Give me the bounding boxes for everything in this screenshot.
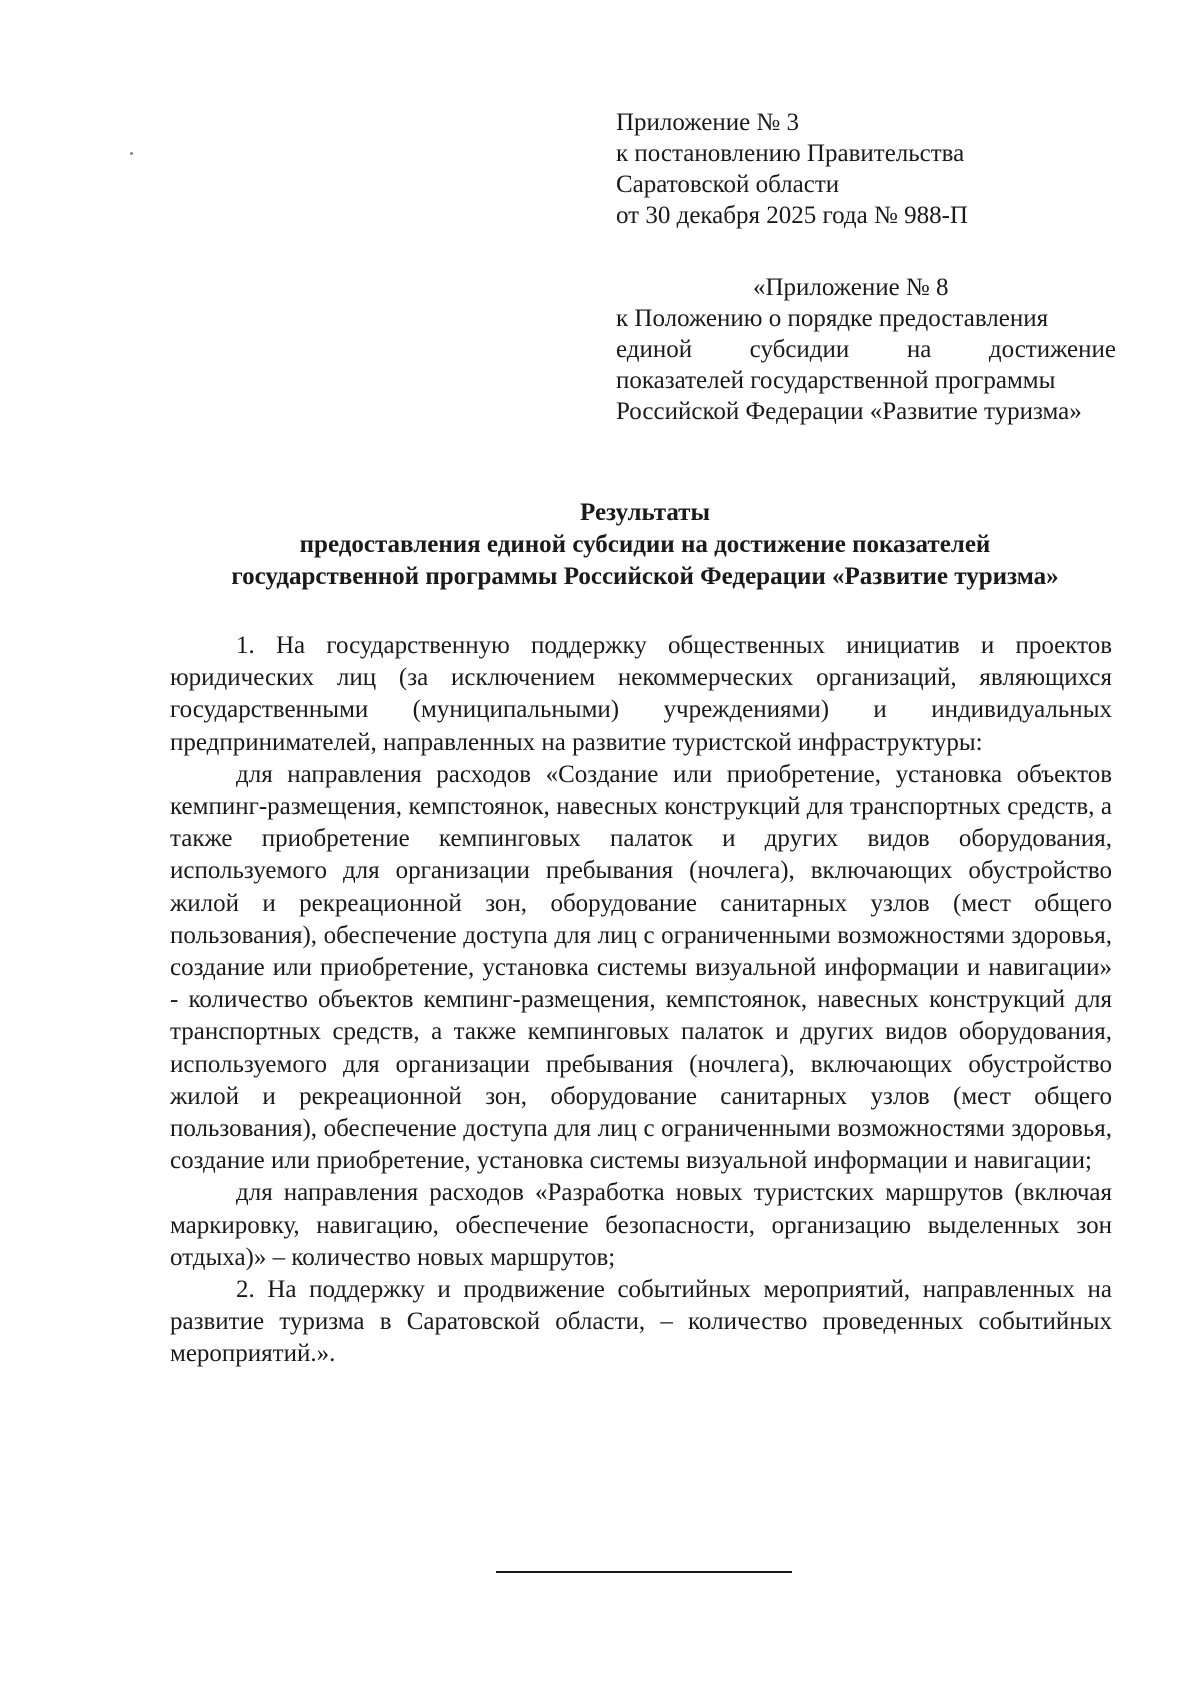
- scan-speck: [130, 152, 133, 155]
- attachment-header-line: от 30 декабря 2025 года № 988-П: [616, 202, 968, 229]
- document-body: [170, 630, 1112, 1371]
- body-paragraph: для направления расходов «Разработка новых туристских маршрутов (включая маркировку, навигацию, обеспечение безопасности, организацию выделенных зон отдыха)» – количество новых маршрутов;: [170, 1179, 1112, 1271]
- nested-attachment-line: единой субсидии на достижение: [616, 336, 1116, 363]
- title-line: Результаты: [580, 499, 710, 526]
- nested-attachment-line: «Приложение № 8: [753, 274, 949, 301]
- attachment-header-line: к постановлению Правительства: [616, 140, 965, 167]
- attachment-header: [616, 107, 1116, 231]
- end-divider-line: [496, 1571, 792, 1573]
- nested-attachment-line: Российской Федерации «Развитие туризма»: [616, 398, 1082, 425]
- title-line: предоставления единой субсидии на достижение показателей: [299, 531, 991, 558]
- body-paragraph: 2. На поддержку и продвижение событийных мероприятий, направленных на развитие туризма в Саратовской области, – количество проведенных событийных мероприятий.».: [170, 1276, 1112, 1368]
- nested-attachment-line: к Положению о порядке предоставления: [616, 305, 1049, 332]
- body-paragraph: 1. На государственную поддержку общественных инициатив и проектов юридических лиц (за исключением некоммерческих организаций, являющихся государственными (муниципальными) учреждениями) и индивидуальных предпринимателей, направленных на развитие туристской инфраструктуры:: [170, 632, 1112, 756]
- title-line: государственной программы Российской Федерации «Развитие туризма»: [231, 563, 1059, 590]
- attachment-header-line: Саратовской области: [616, 171, 840, 198]
- body-paragraph: для направления расходов «Создание или приобретение, установка объектов кемпинг-размещения, кемпстоянок, навесных конструкций для транспортных средств, а также приобретение кемпинговых палаток и других видов оборудования, используемого для организации пребывания (ночлега), включающих обустройство жилой и рекреационной зон, оборудование санитарных узлов (мест общего пользования), обеспечение доступа для лиц с ограниченными возможностями здоровья, создание или приобретение, установка системы визуальной информации и навигации» - количество объектов кемпинг-размещения, кемпстоянок, навесных конструкций для транспортных средств, а также кемпинговых палаток и других видов оборудования, используемого для организации пребывания (ночлега), включающих обустройство жилой и рекреационной зон, оборудование санитарных узлов (мест общего пользования), обеспечение доступа для лиц с ограниченными возможностями здоровья, создание или приобретение, установка системы визуальной информации и навигации;: [170, 760, 1112, 1175]
- nested-attachment-line: показателей государственной программы: [616, 367, 1056, 394]
- document-title: [170, 497, 1120, 593]
- nested-attachment-header: [616, 272, 1116, 427]
- attachment-header-line: Приложение № 3: [616, 109, 800, 136]
